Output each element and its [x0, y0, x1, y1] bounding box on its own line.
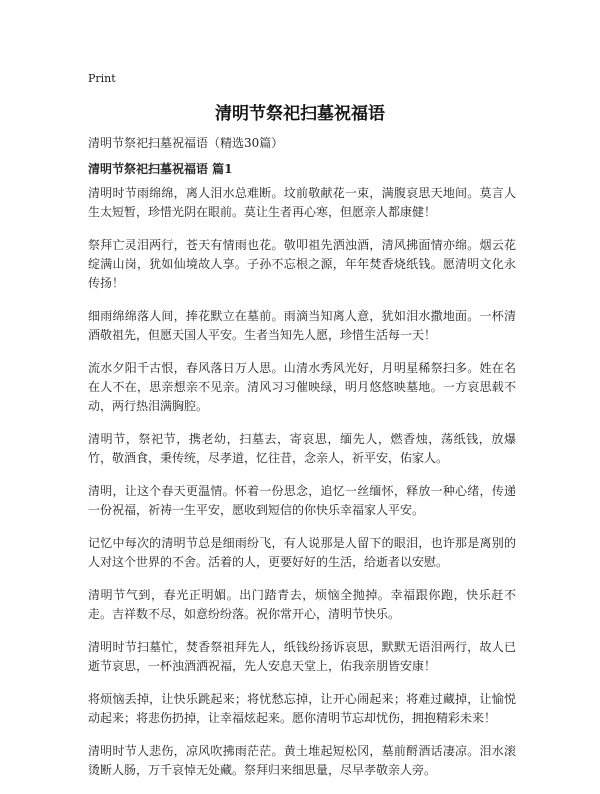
- document-subtitle: 清明节祭祀扫墓祝福语（精选30篇）: [88, 136, 284, 150]
- print-link[interactable]: Print: [88, 72, 116, 85]
- paragraph: 清明时节人悲伤，凉风吹拂雨茫茫。黄土堆起短松冈，墓前酹酒话凄凉。泪水滚烫断人肠，万千哀悼无处藏。祭拜归来细思量，尽早孝敬亲人旁。: [88, 744, 516, 777]
- paragraph: 清明节气到，春光正明媚。出门踏青去，烦恼全抛掉。幸福跟你跑，快乐赶不走。吉祥数不尽，如意纷纷落。祝你常开心，清明节快乐。: [88, 588, 516, 621]
- document-title: 清明节祭祀扫墓祝福语: [215, 104, 385, 124]
- paragraph: 将烦恼丢掉，让快乐跳起来；将忧愁忘掉，让开心闹起来；将难过藏掉，让愉悦动起来；将悲伤扔掉，让幸福炫起来。愿你清明节忘却忧伤，拥抱精彩未来！: [88, 692, 516, 725]
- paragraph: 流水夕阳千古恨，春风落日万人思。山清水秀风光好，月明星稀祭扫多。姓在名在人不在，思亲想亲不见亲。清风习习催映绿，明月悠悠映墓地。一方哀思载不动，两行热泪满胸腔。: [88, 361, 516, 413]
- document-body: [88, 184, 516, 794]
- paragraph: 清明节，祭祀节，携老幼，扫墓去，寄哀思，缅先人，燃香烛，荡纸钱，放爆竹，敬酒食，秉传统，尽孝道，忆往昔，念亲人，祈平安，佑家人。: [88, 432, 516, 465]
- paragraph: 祭拜亡灵泪两行，苍天有情雨也花。敬叩祖先洒浊酒，清风拂面情亦绵。烟云花绽满山岗，犹如仙境故人享。子孙不忘根之源，年年焚香烧纸钱。愿清明文化永传扬！: [88, 238, 516, 290]
- paragraph: 细雨绵绵落人间，捧花默立在墓前。雨滴当知离人意，犹如泪水撒地面。一杯清酒敬祖先，但愿天国人平安。生者当知先人愿，珍惜生活每一天！: [88, 309, 516, 342]
- section-heading: 清明节祭祀扫墓祝福语 篇1: [88, 162, 233, 176]
- paragraph: 记忆中每次的清明节总是细雨纷飞，有人说那是人留下的眼泪，也许那是离别的人对这个世界的不舍。活着的人，更要好好的生活，给逝者以安慰。: [88, 536, 516, 569]
- paragraph: 清明时节扫墓忙，焚香祭祖拜先人，纸钱纷扬诉哀思，默默无语泪两行，故人已逝节哀思，一杯浊酒洒祝福，先人安息天堂上，佑我亲朋皆安康！: [88, 640, 516, 673]
- paragraph: 清明时节雨绵绵，离人泪水总难断。坟前敬献花一束，满腹哀思天地间。莫言人生太短暂，珍惜光阴在眼前。莫让生者再心寒，但愿亲人都康健！: [88, 186, 516, 219]
- paragraph: 清明，让这个春天更温情。怀着一份思念，追忆一丝缅怀，释放一种心绪，传递一份祝福，祈祷一生平安，愿收到短信的你快乐幸福家人平安。: [88, 484, 516, 517]
